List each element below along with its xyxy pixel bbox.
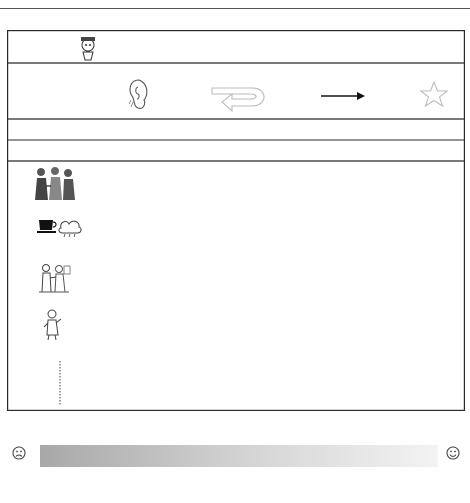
sad-face-icon (13, 447, 25, 459)
ear-icon (129, 80, 147, 108)
return-arrow-icon (212, 88, 264, 111)
spreektoets-table (7, 30, 465, 411)
top-rule (0, 8, 470, 9)
title-row (81, 37, 95, 60)
gradient-scale-bar (40, 445, 438, 467)
table-grid (7, 30, 465, 411)
street-scene-icon (39, 265, 70, 293)
star-icon (421, 82, 447, 106)
coffee-weather-icon (37, 220, 81, 237)
teacher-icon (81, 37, 95, 60)
arrow-right-icon (321, 92, 365, 100)
person-icon (44, 310, 61, 340)
rating-scale (12, 443, 467, 493)
business-people-icon (35, 167, 75, 200)
happy-face-icon (447, 447, 459, 459)
